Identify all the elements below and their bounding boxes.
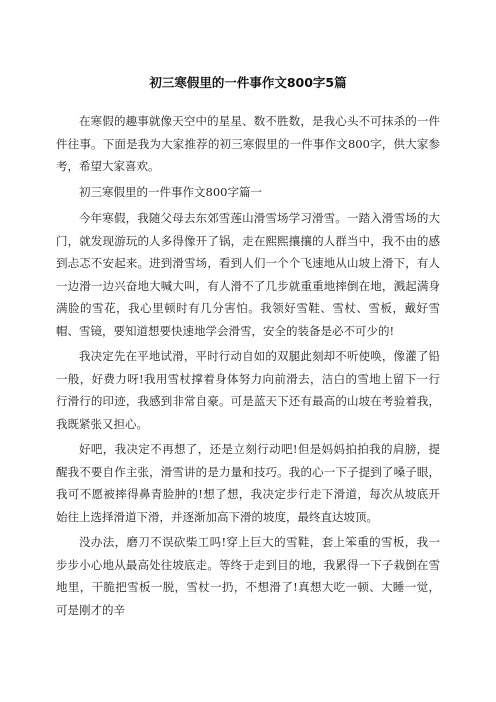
body-paragraph-3: 好吧，我决定不再想了，还是立刻行动吧!但是妈妈拍拍我的肩膀，提醒我不要自作主张，滑雪讲的是力量和技巧。我的心一下子提到了嗓子眼，我可不愿被摔得鼻青脸肿的!想了想，我决定步行走下滑道，每次从坡底开始往上选择滑道下滑，并逐渐加高下滑的坡度，最终直达坡顶。 xyxy=(56,442,440,524)
document-title: 初三寒假里的一件事作文800字5篇 xyxy=(149,75,347,90)
section-heading: 初三寒假里的一件事作文800字篇一 xyxy=(79,184,262,199)
body-paragraph-2: 我决定先在平地试滑，平时行动自如的双腿此刻却不听使唤，像灌了铅一般，好费力呀!我用雪杖撑着身体努力向前滑去，洁白的雪地上留下一行行滑行的印迹，我感到非常自豪。可是蓝天下还有最高的山坡在考验着我，我既紧张又担心。 xyxy=(56,349,440,431)
body-paragraph-1: 今年寒假，我随父母去东郊雪莲山滑雪场学习滑雪。一踏入滑雪场的大门，就发现游玩的人多得像开了锅，走在熙熙攘攘的人群当中，我不由的感到忐忑不安起来。进到滑雪场，看到人们一个个飞速地从山坡上滑下，有人一边滑一边兴奋地大喊大叫，有人滑不了几步就重重地摔倒在地，溅起满身满脸的雪花，我心里顿时有几分害怕。我领好雪鞋、雪杖、雪板，戴好雪帽、雪镜，要知道想要快速地学会滑雪，安全的装备是必不可少的! xyxy=(56,211,440,338)
body-paragraph-4: 没办法，磨刀不误砍柴工吗!穿上巨大的雪鞋，套上笨重的雪板，我一步步小心地从最高处往坡底走。等终于走到目的地，我累得一下子栽倒在雪地里，干脆把雪板一脱，雪杖一扔，不想滑了!真想大吃一顿、大睡一觉，可是刚才的辛 xyxy=(56,535,440,617)
intro-paragraph: 在寒假的趣事就像天空中的星星、数不胜数，是我心头不可抹杀的一件件往事。下面是我为大家推荐的初三寒假里的一件事作文800字，供大家参考，希望大家喜欢。 xyxy=(56,114,440,173)
